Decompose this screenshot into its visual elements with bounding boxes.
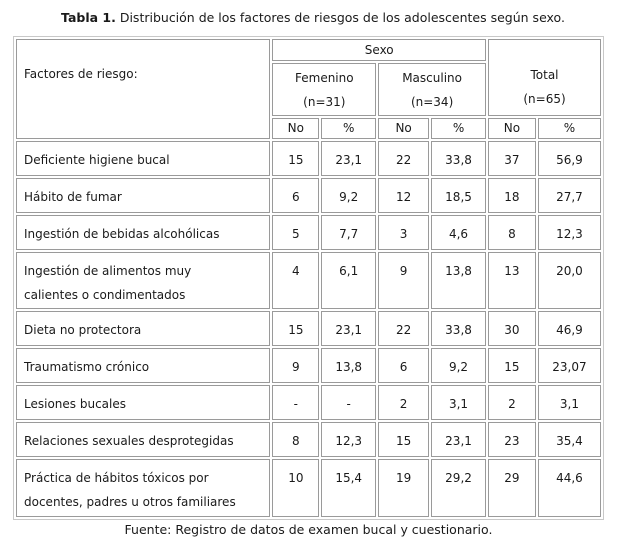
table-row (16, 348, 601, 383)
cell-fem-no: 10 (272, 459, 319, 517)
table-caption-text: Distribución de los factores de riesgos de los adolescentes según sexo. (115, 10, 565, 25)
cell-fem-pct: 23,1 (321, 141, 376, 176)
header-sexo: Sexo (272, 39, 486, 61)
cell-factor (16, 385, 270, 420)
cell-fem-pct: 15,4 (321, 459, 376, 517)
cell-factor (16, 141, 270, 176)
col-header-total-pct: % (538, 118, 601, 139)
table-row (16, 311, 601, 346)
cell-factor-line: Dieta no protectora (24, 323, 142, 338)
cell-factor (16, 422, 270, 457)
cell-total-pct: 44,6 (538, 459, 601, 517)
header-femenino-label: Femenino (295, 70, 354, 85)
cell-fem-no: 9 (272, 348, 319, 383)
cell-total-no: 30 (488, 311, 536, 346)
cell-mas-no: 3 (378, 215, 429, 250)
cell-factor (16, 348, 270, 383)
table-footnote: Fuente: Registro de datos de examen bucal y cuestionario. (124, 522, 493, 537)
cell-factor-line: docentes, padres u otros familiares (24, 495, 236, 510)
cell-factor (16, 252, 270, 310)
cell-mas-no: 19 (378, 459, 429, 517)
table-row (16, 252, 601, 310)
col-header-fem-pct: % (321, 118, 376, 139)
cell-mas-pct: 13,8 (431, 252, 486, 310)
cell-total-no: 18 (488, 178, 536, 213)
cell-mas-pct: 33,8 (431, 311, 486, 346)
cell-total-pct: 46,9 (538, 311, 601, 346)
header-femenino-n: (n=31) (303, 94, 346, 109)
header-masculino-n: (n=34) (410, 94, 454, 109)
cell-mas-pct: 33,8 (431, 141, 486, 176)
cell-fem-pct: 6,1 (321, 252, 376, 310)
cell-mas-pct: 3,1 (431, 385, 486, 420)
cell-total-no: 29 (488, 459, 536, 517)
cell-fem-pct: 23,1 (321, 311, 376, 346)
cell-factor-line: Ingestión de alimentos muy (24, 263, 192, 278)
cell-factor-line: Práctica de hábitos tóxicos por (24, 471, 209, 486)
cell-total-no: 13 (488, 252, 536, 310)
table-row (16, 385, 601, 420)
header-total-label: Total (530, 68, 559, 82)
cell-total-no: 23 (488, 422, 536, 457)
cell-mas-pct: 18,5 (431, 178, 486, 213)
cell-fem-no: 15 (272, 141, 319, 176)
cell-fem-pct: 12,3 (321, 422, 376, 457)
cell-factor (16, 215, 270, 250)
cell-total-pct: 56,9 (538, 141, 601, 176)
table-row (16, 422, 601, 457)
col-header-total-no: No (488, 118, 536, 139)
cell-mas-pct: 23,1 (431, 422, 486, 457)
cell-total-pct: 3,1 (538, 385, 601, 420)
cell-factor-line: Ingestión de bebidas alcohólicas (24, 226, 220, 241)
cell-mas-pct: 29,2 (431, 459, 486, 517)
cell-mas-no: 22 (378, 311, 429, 346)
cell-fem-no: 4 (272, 252, 319, 310)
cell-factor-line: Traumatismo crónico (24, 360, 150, 375)
cell-total-pct: 23,07 (538, 348, 601, 383)
cell-mas-no: 6 (378, 348, 429, 383)
cell-factor-line: Relaciones sexuales desprotegidas (24, 434, 234, 449)
cell-mas-no: 9 (378, 252, 429, 310)
cell-mas-no: 22 (378, 141, 429, 176)
cell-fem-no: 8 (272, 422, 319, 457)
cell-total-pct: 12,3 (538, 215, 601, 250)
header-total (488, 39, 601, 116)
cell-fem-pct: - (321, 385, 376, 420)
risk-factors-table (13, 36, 604, 520)
cell-factor (16, 311, 270, 346)
col-header-fem-no: No (272, 118, 319, 139)
header-factor-label: Factores de riesgo: (16, 39, 270, 139)
cell-mas-pct: 4,6 (431, 215, 486, 250)
cell-fem-no: 5 (272, 215, 319, 250)
cell-fem-no: 6 (272, 178, 319, 213)
table-row (16, 215, 601, 250)
cell-total-no: 2 (488, 385, 536, 420)
col-header-mas-pct: % (431, 118, 486, 139)
cell-total-pct: 27,7 (538, 178, 601, 213)
header-masculino-label: Masculino (402, 70, 462, 85)
header-femenino (272, 63, 376, 117)
header-total-n: (n=65) (523, 92, 566, 106)
cell-factor (16, 178, 270, 213)
cell-total-no: 8 (488, 215, 536, 250)
table-row (16, 178, 601, 213)
header-masculino (378, 63, 486, 117)
cell-total-no: 15 (488, 348, 536, 383)
cell-mas-no: 2 (378, 385, 429, 420)
cell-factor-line: Hábito de fumar (24, 189, 122, 204)
cell-factor (16, 459, 270, 517)
cell-fem-no: - (272, 385, 319, 420)
table-row (16, 459, 601, 517)
cell-mas-no: 12 (378, 178, 429, 213)
cell-total-pct: 35,4 (538, 422, 601, 457)
cell-fem-pct: 9,2 (321, 178, 376, 213)
col-header-mas-no: No (378, 118, 429, 139)
table-caption-label: Tabla 1. (61, 10, 116, 25)
cell-total-pct: 20,0 (538, 252, 601, 310)
cell-fem-pct: 7,7 (321, 215, 376, 250)
cell-factor-line: calientes o condimentados (24, 287, 186, 302)
cell-mas-no: 15 (378, 422, 429, 457)
cell-factor-line: Lesiones bucales (24, 397, 126, 412)
cell-mas-pct: 9,2 (431, 348, 486, 383)
table-row (16, 141, 601, 176)
cell-fem-pct: 13,8 (321, 348, 376, 383)
cell-total-no: 37 (488, 141, 536, 176)
table-caption (13, 10, 613, 26)
cell-factor-line: Deficiente higiene bucal (24, 152, 170, 167)
cell-fem-no: 15 (272, 311, 319, 346)
